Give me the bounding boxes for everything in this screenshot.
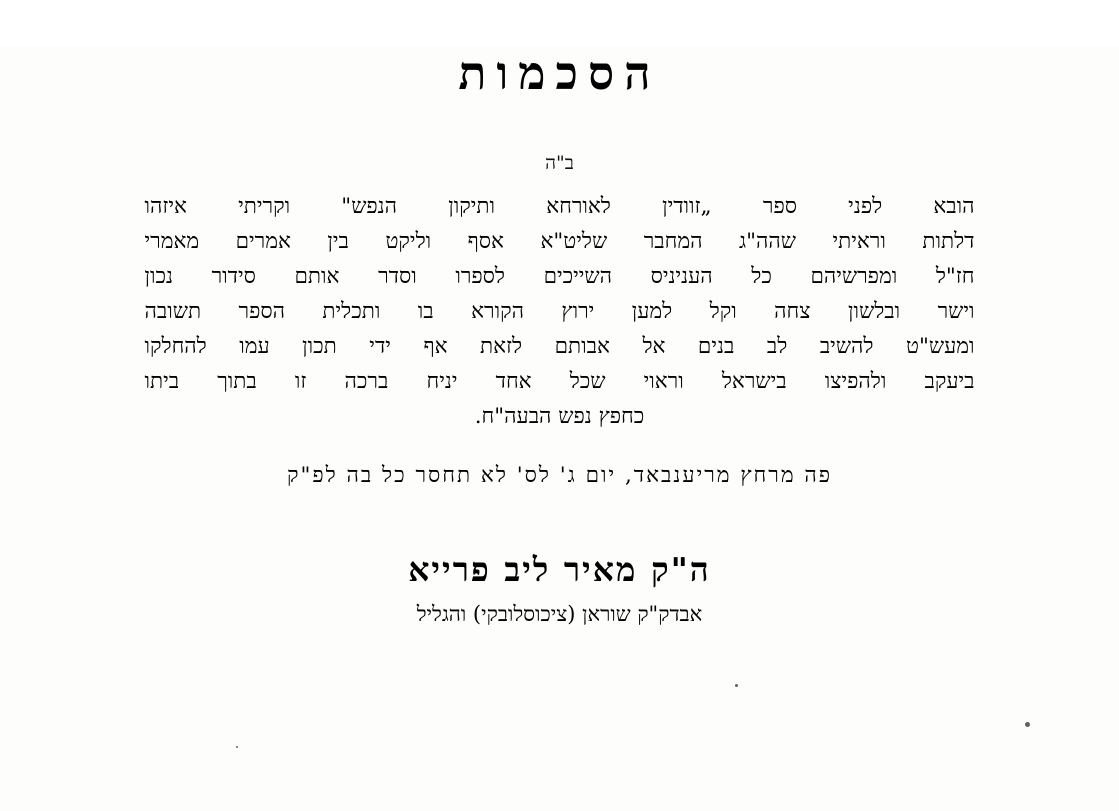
approbation-line: כחפץ נפש הבעה"ח. [474,404,645,429]
document-page [0,46,1119,811]
place-and-date [145,460,975,492]
scan-speck [735,684,738,687]
approbation-line: וישר ובלשון צחה וקל למען ירוץ הקורא בו ותכלית הספר תשובה [144,299,975,324]
signatory-role: אבדק"ק שוראן (ציכוסלובקי) והגליל [416,602,703,626]
signature-block [0,550,1119,627]
page-title: הסכמות [458,46,661,100]
place-and-date-text: פה מרחץ מריענבאד, יום ג' לס' לא תחסר כל בה לפ"ק [286,463,833,488]
approbation-line: דלתות וראיתי שהה"ג המחבר שליט"א אסף וליקט בין אמרים מאמרי [144,229,975,254]
blessing-abbreviation: ב"ה [545,152,574,174]
approbation-line: הובא לפני ספר „זוודין לאורחא ותיקון הנפש" וקריתי איזהו [144,194,975,219]
approbation-text [145,189,975,434]
scan-speck [236,746,238,748]
approbation-line: ומעש"ט להשיב לב בנים אל אבותם לזאת אף ידי תכון עמו להחלקו [144,334,975,359]
approbation-line: ביעקב ולהפיצו בישראל וראוי שכל אחד יניח ברכה זו בתוך ביתו [144,369,975,394]
scan-speck [1025,722,1030,727]
signatory-name: ה"ק מאיר ליב פרייא [408,550,711,589]
approbation-line: חז"ל ומפרשיהם כל העניניס השייכים לספרו וסדר אותם סידור נכון [144,264,975,289]
